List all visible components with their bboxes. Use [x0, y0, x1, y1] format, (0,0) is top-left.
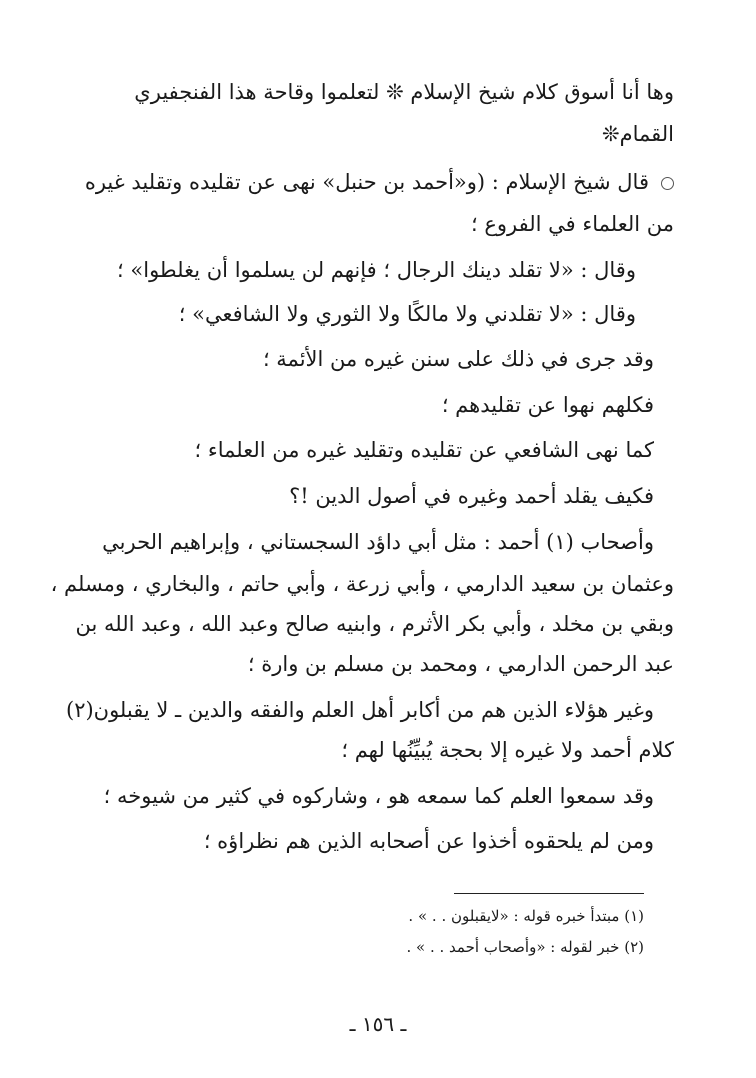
text-line: فكلهم نهوا عن تقليدهم ؛: [441, 393, 654, 417]
text-line: القمام❊: [602, 122, 674, 146]
text-line: من العلماء في الفروع ؛: [471, 212, 674, 236]
text-line: وأصحاب (١) أحمد : مثل أبي داؤد السجستاني ، وإبراهيم الحربي: [102, 530, 654, 554]
circle-bullet-icon: [661, 177, 674, 190]
text-line: وبقي بن مخلد ، وأبي بكر الأثرم ، وابنيه صالح وعبد الله ، وعبد الله بن: [75, 612, 674, 636]
quote-text: قال شيخ الإسلام : (و«أحمد بن حنبل» نهى عن تقليده وتقليد غيره: [84, 170, 649, 194]
text-line: كلام أحمد ولا غيره إلا بحجة يُبيِّنُها لهم ؛: [341, 738, 674, 762]
text-line: عبد الرحمن الدارمي ، ومحمد بن مسلم بن وارة ؛: [247, 652, 674, 676]
footnote: (١) مبتدأ خبره قوله : «لايقبلون . . » .: [408, 907, 644, 925]
text-line: وقد سمعوا العلم كما سمعه هو ، وشاركوه في كثير من شيوخه ؛: [103, 784, 654, 808]
footnote: (٢) خبر لقوله : «وأصحاب أحمد . . » .: [406, 938, 644, 956]
text-line: وها أنا أسوق كلام شيخ الإسلام ❊ لتعلموا وقاحة هذا الفنجفيري: [134, 80, 674, 104]
text-line: [70, 170, 674, 194]
text-line: وقال : «لا تقلدني ولا مالكًا ولا الثوري ولا الشافعي» ؛: [178, 302, 636, 326]
text-line: فكيف يقلد أحمد وغيره في أصول الدين !؟: [289, 484, 654, 508]
text-line: كما نهى الشافعي عن تقليده وتقليد غيره من العلماء ؛: [194, 438, 654, 462]
text-line: وقال : «لا تقلد دينك الرجال ؛ فإنهم لن يسلموا أن يغلطوا» ؛: [117, 258, 636, 282]
text-line: وغير هؤلاء الذين هم من أكابر أهل العلم والفقه والدين ـ لا يقبلون(٢): [65, 698, 654, 722]
text-line: وقد جرى في ذلك على سنن غيره من الأئمة ؛: [262, 347, 654, 371]
text-line: ومن لم يلحقوه أخذوا عن أصحابه الذين هم نظراؤه ؛: [203, 829, 654, 853]
page-number: ـ ١٥٦ ـ: [349, 1012, 407, 1036]
footnote-divider: [454, 893, 644, 894]
text-line: وعثمان بن سعيد الدارمي ، وأبي زرعة ، وأبي حاتم ، والبخاري ، ومسلم ،: [50, 572, 674, 596]
